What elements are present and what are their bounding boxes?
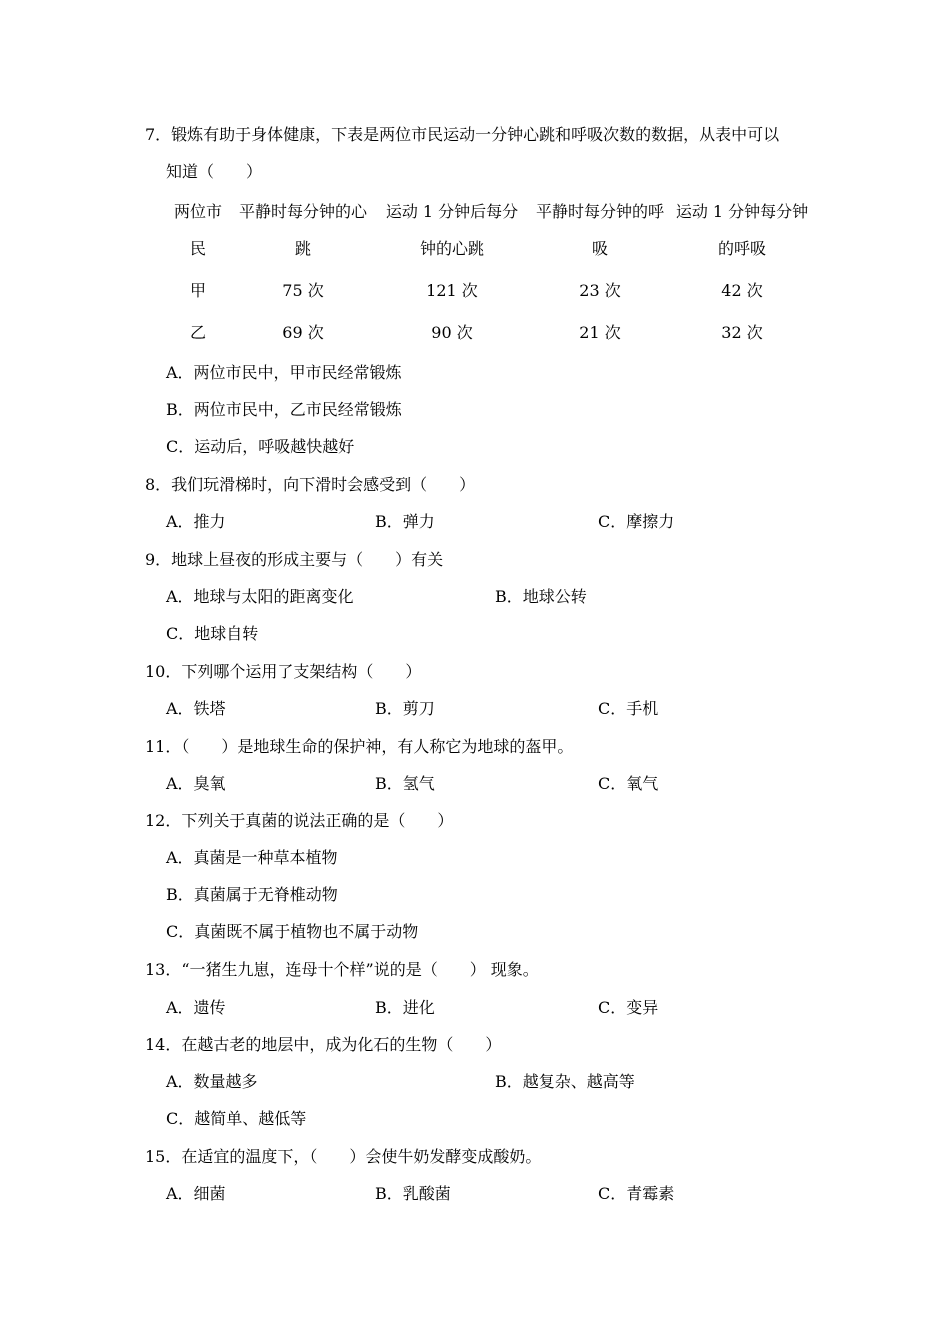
- table-header-2-line2: 跳: [294, 239, 311, 258]
- question-11-stem: 11．（ ）是地球生命的保护神，有人称它为地球的盔甲。: [145, 737, 574, 756]
- table-cell: 90 次: [431, 323, 473, 342]
- table-header-4-line2: 吸: [591, 239, 608, 258]
- question-9-option-c[interactable]: C．地球自转: [166, 624, 259, 643]
- question-15-option-a[interactable]: A．细菌: [166, 1184, 226, 1203]
- question-10-option-b[interactable]: B．剪刀: [375, 699, 435, 718]
- question-13-option-b[interactable]: B．进化: [375, 998, 435, 1017]
- question-7-option-b[interactable]: B．两位市民中，乙市民经常锻炼: [166, 400, 402, 419]
- question-9-option-a[interactable]: A．地球与太阳的距离变化: [166, 587, 354, 606]
- question-9-stem: 9．地球上昼夜的形成主要与（ ）有关: [145, 550, 444, 569]
- table-header-3-line2: 钟的心跳: [419, 239, 484, 258]
- question-15-option-b[interactable]: B．乳酸菌: [375, 1184, 451, 1203]
- table-cell: 121 次: [426, 281, 478, 300]
- table-header-1-line2: 民: [189, 239, 206, 258]
- question-15-option-c[interactable]: C．青霉素: [598, 1184, 675, 1203]
- table-cell: 42 次: [721, 281, 763, 300]
- table-header-5-line1: 运动 1 分钟每分钟: [675, 202, 809, 221]
- question-12-option-c[interactable]: C．真菌既不属于植物也不属于动物: [166, 922, 419, 941]
- question-13-option-c[interactable]: C．变异: [598, 998, 659, 1017]
- question-14-option-c[interactable]: C．越简单、越低等: [166, 1109, 307, 1128]
- question-11-option-c[interactable]: C．氧气: [598, 774, 659, 793]
- question-10-option-a[interactable]: A．铁塔: [166, 699, 226, 718]
- table-header-1-line1: 两位市: [173, 202, 222, 221]
- question-8-option-c[interactable]: C．摩擦力: [598, 512, 675, 531]
- question-10-option-c[interactable]: C．手机: [598, 699, 659, 718]
- question-8-stem: 8．我们玩滑梯时，向下滑时会感受到（ ）: [145, 475, 476, 494]
- question-14-stem: 14．在越古老的地层中，成为化石的生物（ ）: [145, 1035, 502, 1054]
- question-12-option-a[interactable]: A．真菌是一种草本植物: [166, 848, 338, 867]
- question-12-option-b[interactable]: B．真菌属于无脊椎动物: [166, 885, 338, 904]
- table-cell: 32 次: [721, 323, 763, 342]
- question-7-stem-line1: 7．锻炼有助于身体健康，下表是两位市民运动一分钟心跳和呼吸次数的数据，从表中可以: [145, 125, 780, 144]
- question-11-option-a[interactable]: A．臭氧: [166, 774, 226, 793]
- question-9-option-b[interactable]: B．地球公转: [495, 587, 587, 606]
- question-8-option-b[interactable]: B．弹力: [375, 512, 435, 531]
- table-cell: 乙: [189, 323, 206, 342]
- table-header-4-line1: 平静时每分钟的呼: [535, 202, 664, 221]
- table-cell: 甲: [189, 281, 206, 300]
- question-7-option-c[interactable]: C．运动后，呼吸越快越好: [166, 437, 355, 456]
- question-10-stem: 10．下列哪个运用了支架结构（ ）: [145, 662, 422, 681]
- question-8-option-a[interactable]: A．推力: [166, 512, 226, 531]
- question-14-option-b[interactable]: B．越复杂、越高等: [495, 1072, 635, 1091]
- question-15-stem: 15．在适宜的温度下，（ ）会使牛奶发酵变成酸奶。: [145, 1147, 542, 1166]
- question-11-option-b[interactable]: B．氢气: [375, 774, 435, 793]
- table-cell: 21 次: [579, 323, 621, 342]
- table-cell: 23 次: [579, 281, 621, 300]
- question-7-stem-line2: 知道（ ）: [166, 162, 263, 181]
- table-cell: 69 次: [282, 323, 324, 342]
- question-13-stem: 13．“一猪生九崽，连母十个样”说的是（ ） 现象。: [145, 960, 539, 979]
- table-header-3-line1: 运动 1 分钟后每分: [385, 202, 519, 221]
- question-7-option-a[interactable]: A．两位市民中，甲市民经常锻炼: [166, 363, 402, 382]
- table-header-2-line1: 平静时每分钟的心: [238, 202, 367, 221]
- table-header-5-line2: 的呼吸: [717, 239, 766, 258]
- question-14-option-a[interactable]: A．数量越多: [166, 1072, 258, 1091]
- table-cell: 75 次: [282, 281, 324, 300]
- question-12-stem: 12．下列关于真菌的说法正确的是（ ）: [145, 811, 454, 830]
- question-13-option-a[interactable]: A．遗传: [166, 998, 226, 1017]
